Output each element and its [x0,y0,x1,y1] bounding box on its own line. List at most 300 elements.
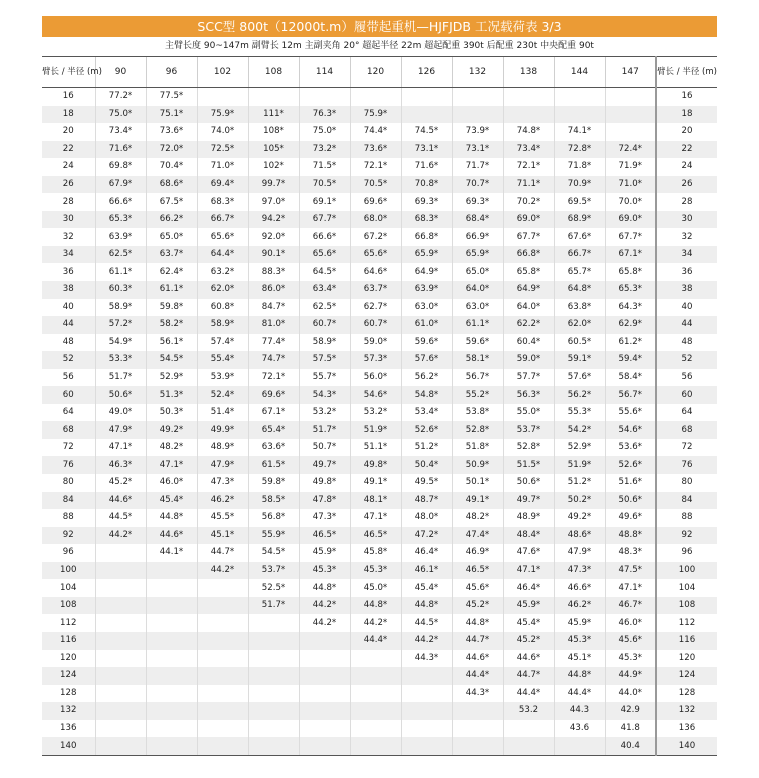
load-value-cell: 66.6* [299,228,350,246]
radius-cell-right: 30 [656,211,717,229]
load-value-cell [350,667,401,685]
radius-cell-right: 92 [656,527,717,545]
load-value-cell: 60.5* [554,334,605,352]
load-value-cell: 56.0* [350,369,401,387]
radius-cell-left: 92 [42,527,95,545]
radius-cell-right: 24 [656,158,717,176]
load-value-cell: 48.4* [503,527,554,545]
load-value-cell: 69.0* [503,211,554,229]
load-value-cell [350,737,401,755]
load-value-cell: 50.3* [146,404,197,422]
table-row [42,492,717,510]
boom-length-header: 147 [605,57,656,88]
table-row [42,141,717,159]
load-value-cell: 74.1* [554,123,605,141]
load-value-cell: 72.0* [146,141,197,159]
load-table [42,56,717,756]
load-value-cell: 45.6* [605,632,656,650]
radius-cell-right: 80 [656,474,717,492]
radius-cell-right: 20 [656,123,717,141]
load-value-cell: 53.3* [95,351,146,369]
load-value-cell: 77.2* [95,88,146,106]
boom-length-header: 120 [350,57,401,88]
table-row [42,667,717,685]
load-value-cell: 49.2* [146,421,197,439]
load-value-cell: 48.2* [452,509,503,527]
load-value-cell: 46.0* [146,474,197,492]
load-table-body [42,88,717,756]
boom-length-header: 138 [503,57,554,88]
radius-cell-right: 32 [656,228,717,246]
load-value-cell: 50.6* [95,386,146,404]
load-value-cell: 53.7* [248,562,299,580]
load-value-cell: 49.8* [299,474,350,492]
load-value-cell: 71.6* [401,158,452,176]
load-value-cell: 67.7* [503,228,554,246]
load-value-cell: 73.6* [146,123,197,141]
load-value-cell: 52.8* [452,421,503,439]
radius-cell-left: 38 [42,281,95,299]
load-value-cell: 67.1* [248,404,299,422]
boom-length-header: 114 [299,57,350,88]
load-value-cell: 45.4* [146,492,197,510]
load-value-cell: 54.6* [350,386,401,404]
table-row [42,737,717,755]
load-value-cell: 72.1* [350,158,401,176]
load-value-cell: 59.4* [605,351,656,369]
radius-cell-right: 68 [656,421,717,439]
load-value-cell [299,737,350,755]
load-value-cell: 61.1* [146,281,197,299]
load-value-cell: 47.1* [146,456,197,474]
load-value-cell: 47.1* [503,562,554,580]
load-value-cell: 46.4* [401,544,452,562]
load-value-cell: 49.2* [554,509,605,527]
load-value-cell: 68.6* [146,176,197,194]
load-value-cell [299,650,350,668]
load-value-cell: 45.3* [605,650,656,668]
load-value-cell: 51.2* [401,439,452,457]
load-value-cell [197,597,248,615]
radius-cell-right: 56 [656,369,717,387]
load-value-cell: 60.4* [503,334,554,352]
load-value-cell: 63.0* [452,299,503,317]
load-value-cell: 63.9* [95,228,146,246]
load-value-cell: 55.4* [197,351,248,369]
load-value-cell: 69.6* [350,193,401,211]
load-value-cell: 69.5* [554,193,605,211]
radius-cell-right: 40 [656,299,717,317]
table-row [42,263,717,281]
load-value-cell [95,667,146,685]
load-value-cell: 67.1* [605,246,656,264]
load-value-cell: 65.0* [146,228,197,246]
load-value-cell: 67.7* [299,211,350,229]
radius-cell-right: 108 [656,597,717,615]
load-value-cell: 71.5* [299,158,350,176]
load-value-cell [197,720,248,738]
load-value-cell: 51.9* [554,456,605,474]
load-value-cell: 44.8* [554,667,605,685]
load-value-cell: 54.5* [146,351,197,369]
radius-cell-left: 68 [42,421,95,439]
load-value-cell: 59.0* [503,351,554,369]
load-value-cell [452,737,503,755]
load-value-cell [350,88,401,106]
load-value-cell: 56.7* [452,369,503,387]
radius-cell-right: 120 [656,650,717,668]
load-value-cell: 75.0* [299,123,350,141]
table-subtitle: 主臂长度 90~147m 副臂长 12m 主副夹角 20° 超起半径 22m 超起配重 390t 后配重 230t 中央配重 90t [165,41,594,51]
load-value-cell: 44.7* [503,667,554,685]
radius-cell-right: 112 [656,614,717,632]
load-value-cell: 47.2* [401,527,452,545]
load-value-cell: 50.6* [503,474,554,492]
radius-cell-right: 16 [656,88,717,106]
table-row [42,386,717,404]
load-value-cell: 54.6* [605,421,656,439]
load-value-cell: 44.2* [350,614,401,632]
load-value-cell [248,650,299,668]
radius-cell-left: 140 [42,737,95,755]
load-value-cell: 57.5* [299,351,350,369]
load-value-cell [401,737,452,755]
load-value-cell: 47.3* [299,509,350,527]
boom-length-header: 126 [401,57,452,88]
load-value-cell: 58.9* [95,299,146,317]
load-value-cell: 60.3* [95,281,146,299]
load-value-cell: 65.7* [554,263,605,281]
load-value-cell: 66.7* [197,211,248,229]
load-value-cell: 44.8* [350,597,401,615]
table-row [42,544,717,562]
load-value-cell: 48.0* [401,509,452,527]
load-value-cell [95,562,146,580]
load-value-cell: 53.7* [503,421,554,439]
load-value-cell: 52.6* [401,421,452,439]
load-value-cell [146,650,197,668]
load-value-cell: 50.1* [452,474,503,492]
radius-cell-right: 96 [656,544,717,562]
radius-cell-left: 116 [42,632,95,650]
load-value-cell: 49.1* [350,474,401,492]
load-value-cell [248,614,299,632]
load-value-cell: 46.6* [554,579,605,597]
radius-cell-left: 60 [42,386,95,404]
radius-cell-left: 64 [62,407,74,418]
load-value-cell: 64.9* [401,263,452,281]
load-value-cell: 48.2* [146,439,197,457]
load-value-cell [197,632,248,650]
load-value-cell [554,737,605,755]
load-value-cell [554,106,605,124]
load-value-cell: 49.7* [299,456,350,474]
table-row [42,123,717,141]
load-value-cell [605,106,656,124]
load-value-cell [248,737,299,755]
load-value-cell: 44.8* [146,509,197,527]
load-value-cell: 69.3* [401,193,452,211]
load-value-cell: 86.0* [248,281,299,299]
load-value-cell: 52.9* [554,439,605,457]
load-value-cell: 64.6* [350,263,401,281]
load-value-cell [95,544,146,562]
load-value-cell: 52.8* [503,439,554,457]
load-value-cell [299,667,350,685]
load-value-cell: 49.8* [350,456,401,474]
load-value-cell: 71.7* [452,158,503,176]
load-value-cell: 69.4* [197,176,248,194]
load-value-cell [146,737,197,755]
radius-cell-left: 120 [60,652,77,663]
table-row [42,351,717,369]
load-value-cell [299,632,350,650]
load-value-cell: 44.4* [350,632,401,650]
load-value-cell [95,632,146,650]
load-value-cell: 54.5* [248,544,299,562]
load-value-cell: 62.0* [197,281,248,299]
load-value-cell [350,650,401,668]
load-value-cell: 62.2* [503,316,554,334]
load-value-cell: 53.2* [350,404,401,422]
load-value-cell: 61.1* [452,316,503,334]
load-value-cell [197,614,248,632]
load-value-cell: 57.4* [197,334,248,352]
table-row [42,404,717,422]
load-value-cell [401,106,452,124]
load-value-cell [95,702,146,720]
load-value-cell: 50.4* [401,456,452,474]
load-value-cell: 48.8* [605,527,656,545]
load-value-cell: 63.7* [146,246,197,264]
load-value-cell: 65.9* [401,246,452,264]
load-value-cell: 62.4* [146,263,197,281]
load-value-cell: 47.4* [452,527,503,545]
radius-cell-left: 16 [62,91,74,102]
radius-cell-right: 44 [656,316,717,334]
load-value-cell: 72.8* [554,141,605,159]
load-value-cell: 66.2* [146,211,197,229]
load-value-cell: 75.0* [95,106,146,124]
load-value-cell: 60.7* [299,316,350,334]
load-value-cell: 61.2* [605,334,656,352]
load-value-cell [503,720,554,738]
load-value-cell: 50.9* [452,456,503,474]
load-value-cell: 47.1* [95,439,146,457]
table-row [42,720,717,738]
load-value-cell: 44.8* [452,614,503,632]
load-value-cell: 72.4* [605,141,656,159]
table-row [42,579,717,597]
load-value-cell: 45.8* [350,544,401,562]
load-value-cell: 58.2* [146,316,197,334]
load-value-cell: 73.9* [452,123,503,141]
load-value-cell: 45.2* [503,632,554,650]
load-value-cell: 45.3* [299,562,350,580]
load-value-cell: 59.8* [146,299,197,317]
load-value-cell: 64.9* [503,281,554,299]
boom-length-header: 108 [248,57,299,88]
load-value-cell [197,650,248,668]
load-value-cell: 44.8* [401,597,452,615]
load-value-cell: 45.9* [554,614,605,632]
load-value-cell: 63.7* [350,281,401,299]
load-value-cell: 68.9* [554,211,605,229]
load-value-cell: 59.6* [401,334,452,352]
radius-cell-right: 22 [656,141,717,159]
load-value-cell [95,737,146,755]
radius-cell-right: 72 [656,439,717,457]
radius-cell-left: 108 [42,597,95,615]
table-row [42,228,717,246]
load-value-cell [401,720,452,738]
load-value-cell: 46.2* [554,597,605,615]
table-row [42,509,717,527]
load-value-cell: 64.3* [605,299,656,317]
radius-cell-left: 124 [42,667,95,685]
load-value-cell: 63.0* [401,299,452,317]
load-value-cell: 105* [248,141,299,159]
load-value-cell: 66.7* [554,246,605,264]
load-value-cell: 74.8* [503,123,554,141]
load-value-cell: 68.0* [350,211,401,229]
load-value-cell: 70.9* [554,176,605,194]
load-value-cell [503,88,554,106]
table-row [42,474,717,492]
load-value-cell: 45.9* [299,544,350,562]
radius-cell-left: 76 [42,456,95,474]
load-value-cell: 56.1* [146,334,197,352]
radius-cell-right: 76 [656,456,717,474]
load-value-cell: 52.6* [605,456,656,474]
load-value-cell: 73.4* [503,141,554,159]
radius-cell-right: 104 [656,579,717,597]
load-value-cell: 46.5* [452,562,503,580]
load-value-cell: 67.9* [95,176,146,194]
radius-cell-right: 136 [656,720,717,738]
radius-cell-left: 30 [42,211,95,229]
radius-cell-left: 20 [62,126,74,137]
load-value-cell [146,685,197,703]
load-value-cell: 44.4* [503,685,554,703]
load-value-cell: 77.5* [146,88,197,106]
load-value-cell [146,702,197,720]
load-value-cell: 56.2* [554,386,605,404]
load-value-cell: 44.4* [554,685,605,703]
table-row [42,369,717,387]
load-value-cell: 44.4* [452,667,503,685]
load-value-cell: 51.8* [452,439,503,457]
table-row [42,614,717,632]
load-value-cell: 45.3* [350,562,401,580]
load-value-cell: 45.5* [197,509,248,527]
radius-cell-right: 48 [656,334,717,352]
load-value-cell: 44.6* [452,650,503,668]
load-value-cell: 69.6* [248,386,299,404]
load-value-cell: 44.2* [299,597,350,615]
load-value-cell [299,720,350,738]
load-value-cell: 73.1* [452,141,503,159]
load-value-cell: 55.0* [503,404,554,422]
load-value-cell: 68.3* [401,211,452,229]
load-value-cell: 65.8* [503,263,554,281]
load-value-cell: 56.8* [248,509,299,527]
load-value-cell: 70.4* [146,158,197,176]
load-value-cell [248,88,299,106]
load-value-cell: 71.6* [95,141,146,159]
radius-cell-left: 22 [42,141,95,159]
table-row [42,88,717,106]
load-value-cell [95,579,146,597]
load-value-cell: 40.4 [605,737,656,755]
load-value-cell: 94.2* [248,211,299,229]
load-value-cell: 62.9* [605,316,656,334]
load-value-cell: 44.5* [401,614,452,632]
load-value-cell: 92.0* [248,228,299,246]
load-value-cell: 51.1* [350,439,401,457]
table-row [42,158,717,176]
load-value-cell [299,685,350,703]
load-value-cell [452,720,503,738]
load-value-cell: 60.7* [350,316,401,334]
load-value-cell: 45.1* [197,527,248,545]
load-value-cell: 44.6* [146,527,197,545]
load-value-cell: 55.2* [452,386,503,404]
load-value-cell: 65.6* [299,246,350,264]
load-value-cell [197,579,248,597]
load-value-cell [95,614,146,632]
load-value-cell [146,579,197,597]
load-value-cell [503,737,554,755]
load-value-cell: 46.5* [299,527,350,545]
radius-cell-right: 26 [656,176,717,194]
radius-cell-left: 84 [42,492,95,510]
load-value-cell: 55.3* [554,404,605,422]
load-value-cell: 71.8* [554,158,605,176]
load-value-cell: 51.7* [248,597,299,615]
load-value-cell: 71.9* [605,158,656,176]
load-value-cell: 70.8* [401,176,452,194]
load-value-cell: 47.1* [350,509,401,527]
load-value-cell: 62.5* [299,299,350,317]
load-value-cell: 61.5* [248,456,299,474]
load-value-cell [248,667,299,685]
load-value-cell: 74.4* [350,123,401,141]
radius-cell-right: 64 [656,404,717,422]
load-value-cell [197,737,248,755]
radius-cell-right: 38 [656,281,717,299]
radius-cell-left: 132 [42,702,95,720]
load-value-cell: 62.0* [554,316,605,334]
load-value-cell: 57.2* [95,316,146,334]
load-value-cell: 59.6* [452,334,503,352]
load-value-cell: 46.5* [350,527,401,545]
load-value-cell: 59.8* [248,474,299,492]
radius-cell-left: 18 [42,106,95,124]
load-value-cell: 45.4* [401,579,452,597]
load-value-cell: 46.3* [95,456,146,474]
load-value-cell [452,702,503,720]
load-value-cell: 70.0* [605,193,656,211]
load-value-cell: 51.3* [146,386,197,404]
load-value-cell: 44.3* [452,685,503,703]
load-value-cell: 45.4* [503,614,554,632]
load-value-cell: 53.9* [197,369,248,387]
load-value-cell: 52.5* [248,579,299,597]
load-value-cell: 61.1* [95,263,146,281]
radius-cell-right: 116 [656,632,717,650]
load-value-cell [503,106,554,124]
